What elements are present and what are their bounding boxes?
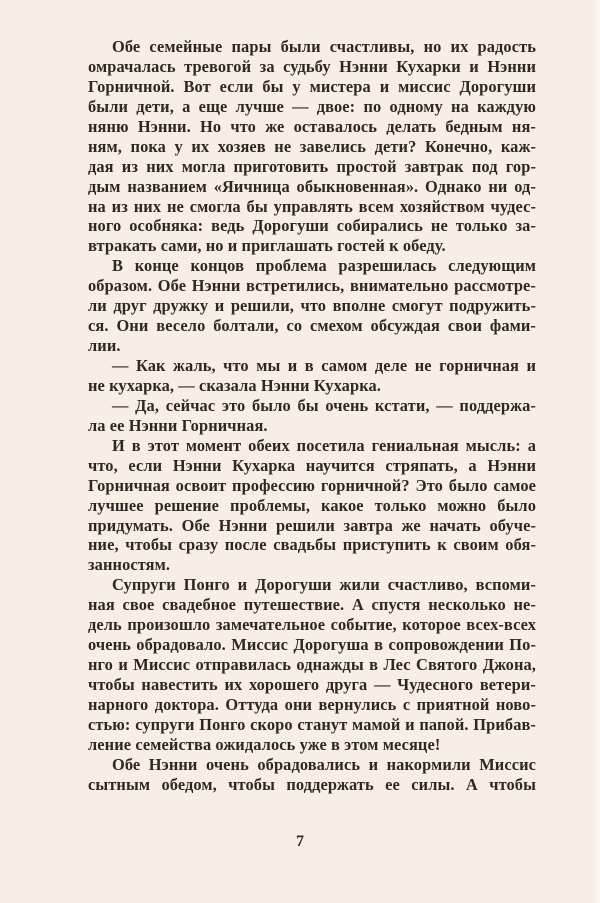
paragraph: [88, 436, 536, 576]
text-line: — Да, сейчас это было бы очень кстати, — поддержа-: [112, 395, 536, 415]
text-line: дым названием «Яичница обыкновенная». Однако ни од-: [88, 176, 536, 196]
text-line: — Как жаль, что мы и в самом деле не горничная и: [112, 356, 536, 375]
paragraph: [88, 356, 536, 396]
page-edge: [592, 0, 600, 903]
text-line: Горничная освоит профессию горничной? Это было самое: [88, 475, 536, 495]
text-line: что, если Нэнни Кухарка научится стряпать, а Нэнни: [88, 455, 536, 475]
text-line: дая из них могла приготовить простой завтрак под гор-: [88, 156, 536, 176]
text-line: сытным обедом, чтобы поддержать ее силы. А чтобы: [88, 774, 536, 794]
text-line: нго и Миссис отправилась однажды в Лес Святого Джона,: [88, 655, 536, 675]
page-body-text: [88, 37, 536, 795]
text-line: придумать. Обе Нэнни решили завтра же начать обуче-: [88, 515, 536, 535]
text-line: нарного доктора. Оттуда они вернулись с приятной ново-: [88, 694, 536, 714]
text-line: ла ее Нэнни Горничная.: [88, 415, 268, 435]
paragraph: [88, 575, 536, 754]
text-line: ление семейства ожидалось уже в этом месяце!: [88, 734, 441, 754]
text-line: втракать сами, но и приглашать гостей к обеду.: [88, 236, 446, 256]
text-line: ние, чтобы сразу после свадьбы приступить к своим обя-: [88, 535, 536, 555]
text-line: Горничной. Вот если бы у мистера и миссис Дорогуши: [88, 76, 536, 96]
text-line: занностям.: [88, 555, 171, 575]
text-line: В конце концов проблема разрешилась следующим: [112, 256, 536, 276]
text-line: очень обрадовало. Миссис Дорогуша в сопровождении По-: [88, 635, 536, 655]
paragraph: [88, 37, 536, 256]
text-line: Обе семейные пары были счастливы, но их радость: [112, 37, 536, 56]
text-line: ная свое свадебное путешествие. А спустя несколько не-: [88, 595, 536, 615]
paragraph: [88, 396, 536, 436]
text-line: ного особняка: ведь Дорогуши собирались не только за-: [88, 216, 536, 236]
text-line: лии.: [88, 336, 121, 356]
text-line: Супруги Понго и Дорогуши жили счастливо, вспоми-: [112, 575, 536, 595]
text-line: стью: супруги Понго скоро станут мамой и папой. Прибав-: [88, 714, 536, 734]
text-line: ли друг дружку и решили, что вполне смогут подружить-: [88, 296, 536, 316]
text-line: чтобы навестить их хорошего друга — Чудесного ветери-: [88, 675, 536, 694]
text-line: ням, пока у их хозяев не завелись дети? Конечно, каж-: [88, 136, 536, 156]
text-line: омрачалась тревогой за судьбу Нэнни Кухарки и Нэнни: [88, 56, 536, 76]
text-line: были дети, а еще лучше — двое: по одному на каждую: [88, 96, 536, 116]
text-line: образом. Обе Нэнни встретились, внимательно рассмотре-: [88, 276, 536, 296]
text-line: не кухарка, — сказала Нэнни Кухарка.: [88, 375, 381, 395]
text-line: лучшее решение проблемы, какое только можно было: [88, 495, 536, 515]
text-line: ся. Они весело болтали, со смехом обсуждая свои фами-: [88, 316, 536, 336]
text-line: на из них не смогла бы управлять всем хозяйством чудес-: [88, 196, 536, 216]
paragraph: [88, 256, 536, 356]
text-line: И в этот момент обеих посетила гениальная мысль: а: [112, 435, 536, 455]
text-line: дель произошло замечательное событие, которое всех-всех: [88, 615, 536, 635]
paragraph: [88, 755, 536, 795]
text-line: Обе Нэнни очень обрадовались и накормили Миссис: [112, 754, 536, 774]
page-number: 7: [296, 833, 304, 850]
text-line: няню Нэнни. Но что же оставалось делать бедным ня-: [88, 116, 536, 136]
